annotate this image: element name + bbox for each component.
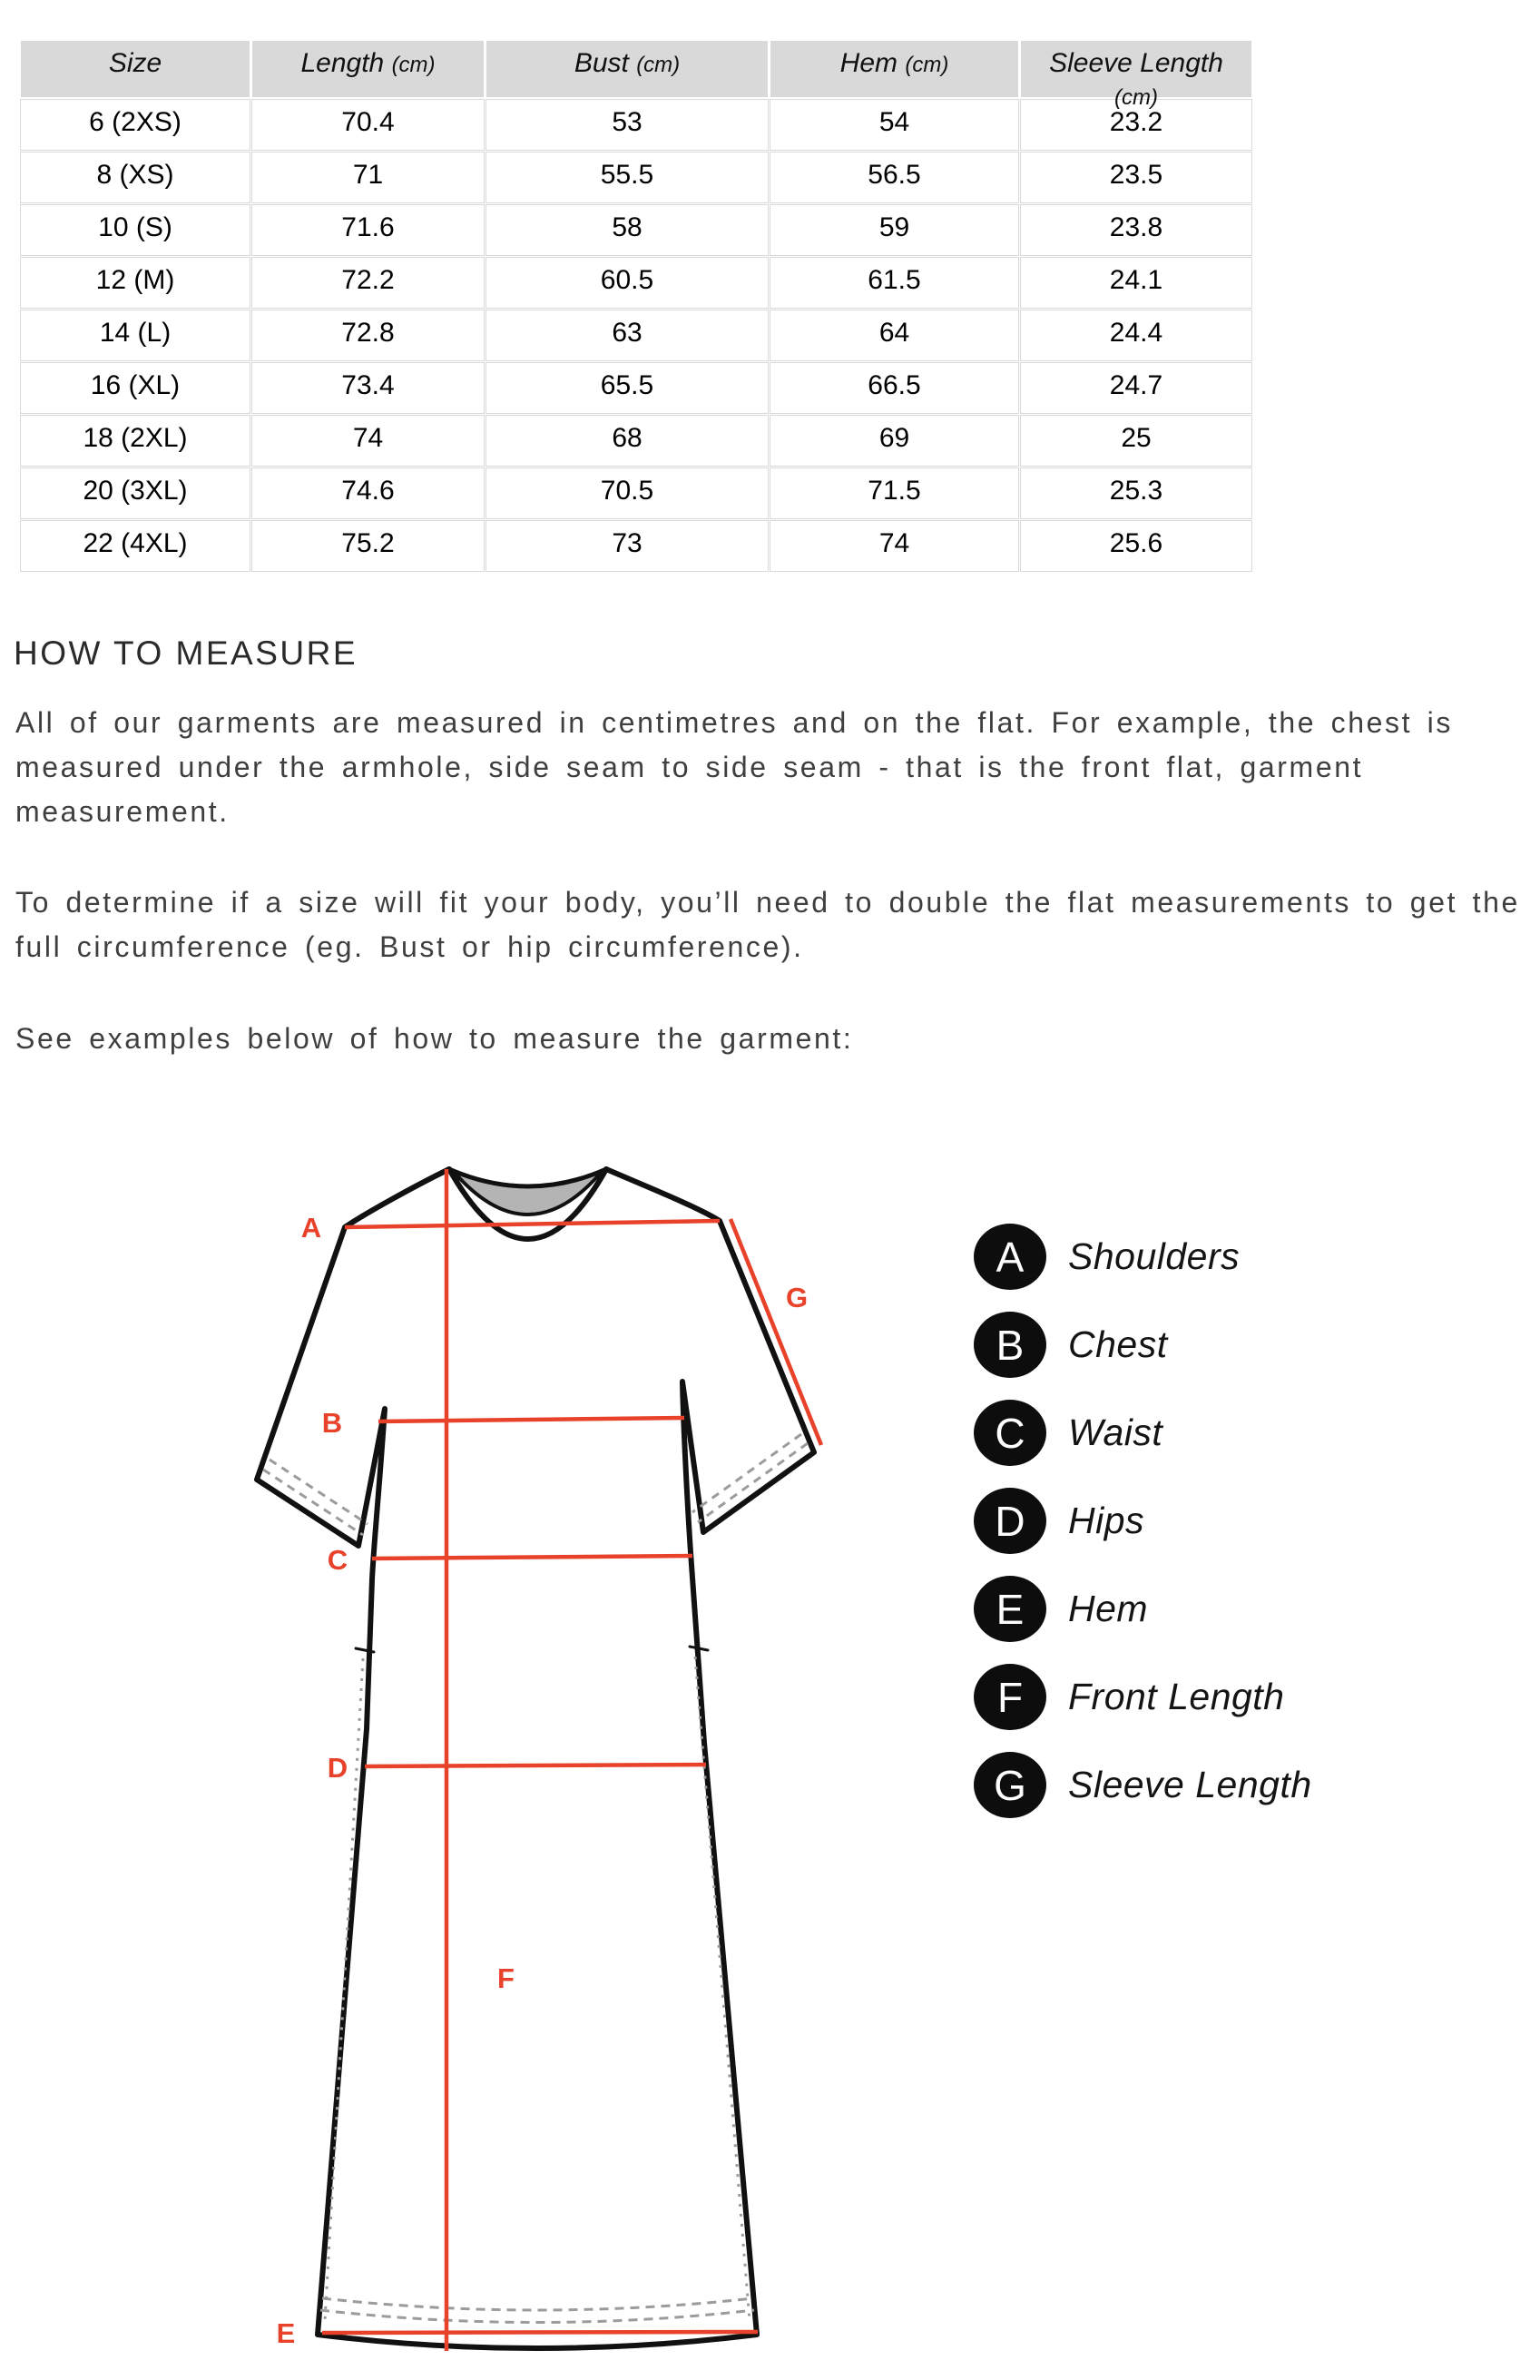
table-row (21, 363, 1251, 413)
cell-sleeve: 24.7 (1021, 363, 1251, 413)
column-unit: (cm) (636, 53, 681, 77)
marker-f: F (497, 1962, 515, 1994)
cell-sleeve: 25 (1021, 416, 1251, 466)
cell-length: 75.2 (252, 521, 484, 571)
column-name: Size (108, 48, 162, 78)
cell-hem: 61.5 (770, 258, 1018, 308)
cell-sleeve: 24.4 (1021, 310, 1251, 360)
column-name: Sleeve Length (1049, 48, 1223, 78)
cell-sleeve: 23.5 (1021, 152, 1251, 202)
cell-hem: 71.5 (770, 468, 1018, 518)
legend-letter-badge: D (974, 1488, 1046, 1554)
garment-measurement-diagram (218, 1139, 853, 2374)
right-cuff-stitch-lines (692, 1434, 808, 1522)
cell-length: 72.8 (252, 310, 484, 360)
marker-c: C (327, 1544, 348, 1576)
column-header-length (252, 41, 484, 97)
table-row (21, 416, 1251, 466)
table-row (21, 100, 1251, 150)
legend-label: Hips (1068, 1500, 1145, 1541)
column-name: Hem (839, 48, 898, 78)
how-to-measure-heading: HOW TO MEASURE (14, 634, 358, 672)
table-row (21, 310, 1251, 360)
cell-length: 72.2 (252, 258, 484, 308)
marker-g: G (785, 1282, 809, 1313)
measure-line-waist (372, 1556, 692, 1559)
column-name: Length (300, 48, 385, 78)
measure-paragraph-1: All of our garments are measured in centimetres and on the flat. For example, the chest is measured under the armhole, side seam to side seam - that is the front flat, garment measurement. (15, 706, 1453, 828)
cell-bust: 70.5 (486, 468, 768, 518)
cell-sleeve: 23.8 (1021, 205, 1251, 255)
cell-size: 10 (S) (21, 205, 250, 255)
cell-bust: 53 (486, 100, 768, 150)
cell-bust: 58 (486, 205, 768, 255)
cell-size: 18 (2XL) (21, 416, 250, 466)
marker-e: E (276, 2317, 296, 2349)
measure-line-hem (322, 2332, 758, 2333)
column-header-hem (770, 41, 1018, 97)
legend-label: Front Length (1068, 1676, 1285, 1717)
cell-bust: 68 (486, 416, 768, 466)
column-header-sleeve-length (1021, 41, 1251, 110)
header-row (21, 41, 1251, 97)
size-chart-table (18, 38, 1254, 574)
cell-size: 12 (M) (21, 258, 250, 308)
measure-paragraph-3: See examples below of how to measure the garment: (15, 1022, 854, 1055)
cell-length: 74.6 (252, 468, 484, 518)
column-header-size (21, 41, 250, 97)
measure-line-hips (365, 1765, 706, 1766)
table-row (21, 521, 1251, 571)
legend-letter-badge: A (974, 1224, 1046, 1290)
hem-stitch-lines (320, 2298, 754, 2323)
legend-item-waist (974, 1400, 1312, 1466)
cell-bust: 55.5 (486, 152, 768, 202)
table-row (21, 152, 1251, 202)
column-unit: (cm) (905, 53, 949, 77)
seam-notch-ticks (356, 1647, 708, 1652)
marker-b: B (321, 1407, 343, 1439)
legend-item-chest (974, 1312, 1312, 1378)
skirt-side-stitch-right (695, 1657, 750, 2320)
cell-hem: 59 (770, 205, 1018, 255)
marker-a: A (300, 1212, 322, 1244)
legend-letter-badge: F (974, 1664, 1046, 1730)
legend-label: Shoulders (1068, 1235, 1241, 1277)
cell-hem: 56.5 (770, 152, 1018, 202)
table-row (21, 205, 1251, 255)
column-header-bust (486, 41, 768, 97)
cell-bust: 65.5 (486, 363, 768, 413)
cell-size: 22 (4XL) (21, 521, 250, 571)
legend-item-shoulders (974, 1224, 1312, 1290)
legend-label: Sleeve Length (1068, 1764, 1312, 1805)
left-cuff-stitch-lines (263, 1460, 368, 1535)
cell-size: 8 (XS) (21, 152, 250, 202)
cell-hem: 74 (770, 521, 1018, 571)
legend-letter-badge: G (974, 1752, 1046, 1818)
cell-bust: 63 (486, 310, 768, 360)
cell-bust: 73 (486, 521, 768, 571)
cell-sleeve: 25.3 (1021, 468, 1251, 518)
table-row (21, 258, 1251, 308)
cell-sleeve: 24.1 (1021, 258, 1251, 308)
column-unit: (cm) (1114, 85, 1158, 110)
cell-hem: 69 (770, 416, 1018, 466)
measure-line-shoulders (345, 1221, 720, 1227)
cell-sleeve: 25.6 (1021, 521, 1251, 571)
cell-hem: 54 (770, 100, 1018, 150)
cell-bust: 60.5 (486, 258, 768, 308)
legend-label: Waist (1068, 1411, 1163, 1453)
legend-label: Hem (1068, 1588, 1149, 1629)
cell-length: 71.6 (252, 205, 484, 255)
measure-line-sleeve-length (731, 1219, 821, 1445)
legend-letter-badge: C (974, 1400, 1046, 1466)
legend-item-front-length (974, 1664, 1312, 1730)
table-row (21, 468, 1251, 518)
measure-line-chest (378, 1418, 684, 1421)
cell-size: 20 (3XL) (21, 468, 250, 518)
cell-hem: 66.5 (770, 363, 1018, 413)
marker-d: D (327, 1752, 348, 1784)
cell-size: 14 (L) (21, 310, 250, 360)
cell-length: 74 (252, 416, 484, 466)
legend-item-sleeve-length (974, 1752, 1312, 1818)
cell-sleeve: 23.2 (1021, 100, 1251, 150)
legend-item-hips (974, 1488, 1312, 1554)
cell-length: 71 (252, 152, 484, 202)
column-unit: (cm) (391, 53, 436, 77)
cell-hem: 64 (770, 310, 1018, 360)
legend-label: Chest (1068, 1323, 1168, 1365)
cell-length: 73.4 (252, 363, 484, 413)
column-name: Bust (574, 48, 629, 78)
measurement-legend (974, 1224, 1312, 1840)
legend-letter-badge: E (974, 1576, 1046, 1642)
legend-item-hem (974, 1576, 1312, 1642)
measure-paragraph-2: To determine if a size will fit your body, you’ll need to double the flat measurements to get the full circumference (eg. Bust or hip circumference). (15, 886, 1520, 963)
cell-length: 70.4 (252, 100, 484, 150)
cell-size: 6 (2XS) (21, 100, 250, 150)
legend-letter-badge: B (974, 1312, 1046, 1378)
cell-size: 16 (XL) (21, 363, 250, 413)
